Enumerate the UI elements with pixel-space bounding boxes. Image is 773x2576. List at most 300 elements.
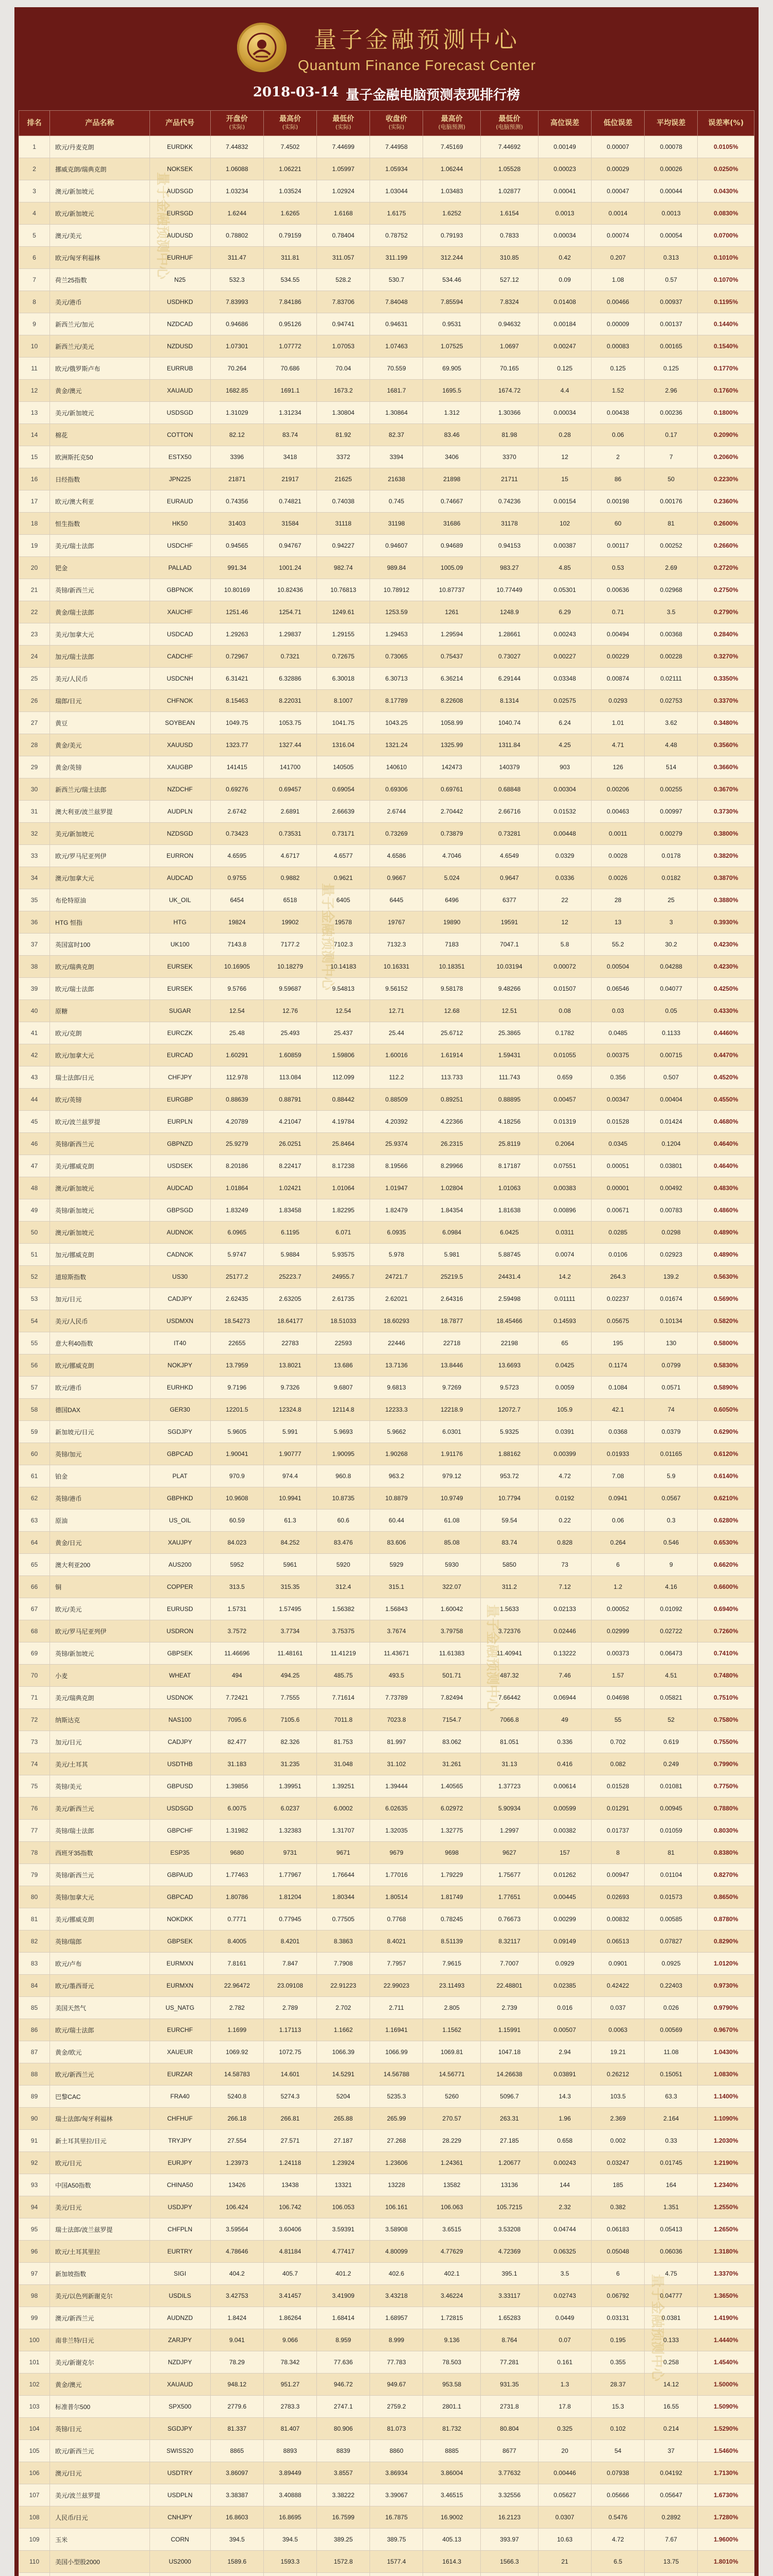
- low-error-cell: 0.0285: [592, 1222, 645, 1244]
- close-price-cell: 0.73065: [370, 646, 423, 668]
- high-price-cell: 1.02421: [263, 1177, 316, 1199]
- error-rate-cell: 1.5290%: [698, 2418, 754, 2440]
- rank-cell: 26: [19, 690, 50, 712]
- product-code-cell: CADJPY: [149, 1731, 210, 1753]
- error-rate-cell: 0.0830%: [698, 202, 754, 225]
- rank-cell: 70: [19, 1665, 50, 1687]
- high-price-cell: 1.60859: [263, 1044, 316, 1066]
- average-error-cell: 0.0799: [645, 1354, 698, 1377]
- table-row: [19, 1487, 754, 1510]
- average-error-cell: 0.214: [645, 2418, 698, 2440]
- product-name-cell: 澳元/加拿大元: [50, 867, 149, 889]
- product-name-cell: 美元/新加坡元: [50, 823, 149, 845]
- product-name-cell: 英国富时100: [50, 934, 149, 956]
- average-error-cell: 0.04288: [645, 956, 698, 978]
- column-header-label: 误差率(%): [708, 119, 744, 127]
- high-price-cell: 1691.1: [263, 380, 316, 402]
- product-code-cell: EURMXN: [149, 1975, 210, 1997]
- table-row: [19, 2285, 754, 2307]
- high-error-cell: 20: [538, 2440, 591, 2462]
- close-price-cell: 315.1: [370, 1576, 423, 1598]
- predicted-low-cell: [481, 2573, 539, 2576]
- product-code-cell: USDSEK: [149, 1155, 210, 1177]
- high-error-cell: 0.00614: [538, 1775, 591, 1798]
- table-row: [19, 1975, 754, 1997]
- table-row: [19, 1532, 754, 1554]
- table-row: [19, 269, 754, 291]
- high-error-cell: 0.00072: [538, 956, 591, 978]
- predicted-low-cell: 27.185: [481, 2130, 539, 2152]
- predicted-high-cell: 3.6515: [423, 2218, 481, 2241]
- high-price-cell: 13438: [263, 2174, 316, 2196]
- high-error-cell: 0.00387: [538, 535, 591, 557]
- column-header-label: 产品名称: [85, 119, 114, 127]
- close-price-cell: 1.05934: [370, 158, 423, 180]
- predicted-low-cell: 3370: [481, 446, 539, 468]
- low-error-cell: 7.08: [592, 1465, 645, 1487]
- error-rate-cell: 0.2360%: [698, 490, 754, 513]
- low-error-cell: 0.00083: [592, 335, 645, 358]
- rank-cell: 66: [19, 1576, 50, 1598]
- close-price-cell: 0.7768: [370, 1908, 423, 1930]
- high-price-cell: 23.09108: [263, 1975, 316, 1997]
- predicted-low-cell: 81.98: [481, 424, 539, 446]
- product-code-cell: CADJPY: [149, 1288, 210, 1310]
- high-error-cell: 0.05301: [538, 579, 591, 601]
- low-error-cell: 0.0941: [592, 1487, 645, 1510]
- high-price-cell: 4.6717: [263, 845, 316, 867]
- low-error-cell: 0.00504: [592, 956, 645, 978]
- low-price-cell: 12.54: [317, 1000, 370, 1022]
- high-price-cell: 6518: [263, 889, 316, 911]
- high-error-cell: 17.8: [538, 2396, 591, 2418]
- low-error-cell: 0.06: [592, 424, 645, 446]
- low-price-cell: 4.6577: [317, 845, 370, 867]
- open-price-cell: 112.978: [210, 1066, 263, 1089]
- rank-cell: 44: [19, 1089, 50, 1111]
- close-price-cell: 19767: [370, 911, 423, 934]
- table-row: [19, 1421, 754, 1443]
- predicted-low-cell: 487.32: [481, 1665, 539, 1687]
- close-price-cell: 1.80514: [370, 1886, 423, 1908]
- product-name-cell: 小麦: [50, 1665, 149, 1687]
- error-rate-cell: 0.4550%: [698, 1089, 754, 1111]
- low-error-cell: 0.00347: [592, 1089, 645, 1111]
- predicted-high-cell: 10.9749: [423, 1487, 481, 1510]
- predicted-low-cell: 953.72: [481, 1465, 539, 1487]
- product-code-cell: HTG: [149, 911, 210, 934]
- high-error-cell: 1.96: [538, 2108, 591, 2130]
- predicted-high-cell: 3.46224: [423, 2285, 481, 2307]
- product-code-cell: USDPLN: [149, 2484, 210, 2506]
- table-row: [19, 801, 754, 823]
- predicted-high-cell: 2.70442: [423, 801, 481, 823]
- product-code-cell: US30: [149, 1266, 210, 1288]
- column-header-label: 低位误差: [603, 119, 633, 127]
- rank-cell: 96: [19, 2241, 50, 2263]
- error-rate-cell: 0.3870%: [698, 867, 754, 889]
- error-rate-cell: 1.4190%: [698, 2307, 754, 2329]
- error-rate-cell: 1.4540%: [698, 2351, 754, 2374]
- low-price-cell: 1.07053: [317, 335, 370, 358]
- product-name-cell: 欧元/罗马尼亚列伊: [50, 845, 149, 867]
- report-title: 量子金融电脑预测表现排行榜: [346, 88, 520, 103]
- predicted-high-cell: 26.2315: [423, 1133, 481, 1155]
- predicted-high-cell: 8885: [423, 2440, 481, 2462]
- close-price-cell: 18.60293: [370, 1310, 423, 1332]
- column-header-label: 收盘价: [385, 115, 408, 123]
- product-code-cell: ESP35: [149, 1842, 210, 1864]
- predicted-high-cell: 9.136: [423, 2329, 481, 2351]
- high-error-cell: 0.00034: [538, 225, 591, 247]
- average-error-cell: 130: [645, 1332, 698, 1354]
- high-error-cell: 0.325: [538, 2418, 591, 2440]
- low-price-cell: 7.7908: [317, 1953, 370, 1975]
- low-price-cell: 1.56382: [317, 1598, 370, 1620]
- product-name-cell: 美元/挪威克朗: [50, 1155, 149, 1177]
- table-row: [19, 1399, 754, 1421]
- high-error-cell: 903: [538, 756, 591, 778]
- high-error-cell: 0.05627: [538, 2484, 591, 2506]
- average-error-cell: 0.2892: [645, 2506, 698, 2529]
- low-price-cell: 3.38222: [317, 2484, 370, 2506]
- close-price-cell: 3.86934: [370, 2462, 423, 2484]
- close-price-cell: 1.6175: [370, 202, 423, 225]
- predicted-low-cell: 1.75677: [481, 1864, 539, 1886]
- high-price-cell: 1.39951: [263, 1775, 316, 1798]
- product-name-cell: 英镑/加元: [50, 1443, 149, 1465]
- low-price-cell: [317, 2573, 370, 2576]
- product-code-cell: AUDNOK: [149, 1222, 210, 1244]
- table-row: [19, 535, 754, 557]
- rank-cell: 62: [19, 1487, 50, 1510]
- high-price-cell: 1.90777: [263, 1443, 316, 1465]
- close-price-cell: 1.39444: [370, 1775, 423, 1798]
- low-error-cell: 6.5: [592, 2551, 645, 2573]
- close-price-cell: 1.60016: [370, 1044, 423, 1066]
- error-rate-cell: 0.5630%: [698, 1266, 754, 1288]
- product-code-cell: JPN225: [149, 468, 210, 490]
- high-price-cell: 0.69457: [263, 778, 316, 801]
- predicted-low-cell: 1.81638: [481, 1199, 539, 1222]
- predicted-high-cell: 1005.09: [423, 557, 481, 579]
- rank-cell: 14: [19, 424, 50, 446]
- error-rate-cell: 0.3800%: [698, 823, 754, 845]
- predicted-high-cell: 5.981: [423, 1244, 481, 1266]
- close-price-cell: 9.56152: [370, 978, 423, 1000]
- rank-cell: 29: [19, 756, 50, 778]
- rank-cell: 13: [19, 402, 50, 424]
- error-rate-cell: 0.5890%: [698, 1377, 754, 1399]
- table-row: [19, 2440, 754, 2462]
- predicted-high-cell: 4.22366: [423, 1111, 481, 1133]
- close-price-cell: 1.23606: [370, 2152, 423, 2174]
- close-price-cell: 493.5: [370, 1665, 423, 1687]
- average-error-cell: 0.249: [645, 1753, 698, 1775]
- rank-cell: 75: [19, 1775, 50, 1798]
- average-error-cell: 0.05: [645, 1000, 698, 1022]
- product-code-cell: COPPER: [149, 1576, 210, 1598]
- average-error-cell: 0.01092: [645, 1598, 698, 1620]
- error-rate-cell: 0.7990%: [698, 1753, 754, 1775]
- table-row: [19, 1177, 754, 1199]
- error-rate-cell: 0.9670%: [698, 2019, 754, 2041]
- quantum-logo-icon: [237, 23, 287, 72]
- column-header-label: 最高价: [279, 115, 301, 123]
- average-error-cell: 0.026: [645, 1997, 698, 2019]
- error-rate-cell: 0.3560%: [698, 734, 754, 756]
- error-rate-cell: 0.2790%: [698, 601, 754, 623]
- table-row: [19, 1022, 754, 1044]
- product-name-cell: 美元/新西兰元: [50, 1798, 149, 1820]
- low-price-cell: 5920: [317, 1554, 370, 1576]
- close-price-cell: 3.39067: [370, 2484, 423, 2506]
- open-price-cell: 12.54: [210, 1000, 263, 1022]
- predicted-high-cell: 78.503: [423, 2351, 481, 2374]
- open-price-cell: 60.59: [210, 1510, 263, 1532]
- high-error-cell: 0.06944: [538, 1687, 591, 1709]
- predicted-high-cell: 9698: [423, 1842, 481, 1864]
- predicted-low-cell: 24431.4: [481, 1266, 539, 1288]
- product-code-cell: IT40: [149, 1332, 210, 1354]
- rank-cell: 40: [19, 1000, 50, 1022]
- predicted-low-cell: 111.743: [481, 1066, 539, 1089]
- product-name-cell: 新西兰元/美元: [50, 335, 149, 358]
- product-name-cell: 欧元/瑞典克朗: [50, 956, 149, 978]
- table-row: [19, 2551, 754, 2573]
- table-row: [19, 402, 754, 424]
- close-price-cell: 311.199: [370, 247, 423, 269]
- open-price-cell: 1069.92: [210, 2041, 263, 2063]
- rank-cell: 46: [19, 1133, 50, 1155]
- low-price-cell: 10.76813: [317, 579, 370, 601]
- low-price-cell: 0.72675: [317, 646, 370, 668]
- product-name-cell: 加元/日元: [50, 1288, 149, 1310]
- product-name-cell: 英镑/瑞士法郎: [50, 1820, 149, 1842]
- high-price-cell: [263, 2573, 316, 2576]
- product-name-cell: 黄金/英镑: [50, 756, 149, 778]
- open-price-cell: 10.16905: [210, 956, 263, 978]
- report-subtitle: [14, 84, 759, 104]
- error-rate-cell: 1.0430%: [698, 2041, 754, 2063]
- close-price-cell: 2.711: [370, 1997, 423, 2019]
- predicted-low-cell: 80.804: [481, 2418, 539, 2440]
- average-error-cell: 0.00368: [645, 623, 698, 646]
- low-price-cell: 5.93575: [317, 1244, 370, 1266]
- high-error-cell: 0.13222: [538, 1642, 591, 1665]
- product-name-cell: 巴黎CAC: [50, 2086, 149, 2108]
- product-code-cell: AUDPLN: [149, 801, 210, 823]
- close-price-cell: 1.32035: [370, 1820, 423, 1842]
- low-error-cell: 1.08: [592, 269, 645, 291]
- rank-cell: 108: [19, 2506, 50, 2529]
- low-error-cell: 0.01528: [592, 1775, 645, 1798]
- rank-cell: 55: [19, 1332, 50, 1354]
- product-name-cell: 欧洲斯托克50: [50, 446, 149, 468]
- low-error-cell: 0.125: [592, 358, 645, 380]
- rank-cell: 59: [19, 1421, 50, 1443]
- high-price-cell: 1254.71: [263, 601, 316, 623]
- table-row: [19, 2241, 754, 2263]
- high-error-cell: 102: [538, 513, 591, 535]
- high-price-cell: 70.686: [263, 358, 316, 380]
- low-price-cell: 389.25: [317, 2529, 370, 2551]
- error-rate-cell: 0.1440%: [698, 313, 754, 335]
- predicted-low-cell: 7.7007: [481, 1953, 539, 1975]
- high-error-cell: 0.28: [538, 424, 591, 446]
- product-name-cell: 英镑/美元: [50, 1775, 149, 1798]
- predicted-high-cell: 1.91176: [423, 1443, 481, 1465]
- table-row: [19, 2019, 754, 2041]
- table-row: [19, 2307, 754, 2329]
- table-row: [19, 889, 754, 911]
- product-code-cell: USDCAD: [149, 623, 210, 646]
- table-row: [19, 468, 754, 490]
- low-price-cell: 960.8: [317, 1465, 370, 1487]
- column-header-sublabel: (电脑预测): [438, 124, 466, 130]
- average-error-cell: 0.01573: [645, 1886, 698, 1908]
- average-error-cell: 0.01059: [645, 1820, 698, 1842]
- high-price-cell: 0.74821: [263, 490, 316, 513]
- high-error-cell: 0.01408: [538, 291, 591, 313]
- predicted-high-cell: 2801.1: [423, 2396, 481, 2418]
- high-price-cell: 4.81184: [263, 2241, 316, 2263]
- predicted-low-cell: 3.53208: [481, 2218, 539, 2241]
- table-body: [19, 136, 754, 2576]
- high-error-cell: 0.125: [538, 358, 591, 380]
- high-error-cell: 0.0074: [538, 1244, 591, 1266]
- predicted-low-cell: 10.03194: [481, 956, 539, 978]
- predicted-high-cell: 1.06244: [423, 158, 481, 180]
- low-price-cell: 8839: [317, 2440, 370, 2462]
- open-price-cell: 1049.75: [210, 712, 263, 734]
- average-error-cell: 0.01104: [645, 1864, 698, 1886]
- product-name-cell: HTG 恒指: [50, 911, 149, 934]
- product-code-cell: EURCHF: [149, 2019, 210, 2041]
- low-error-cell: 0.01291: [592, 1798, 645, 1820]
- close-price-cell: 0.745: [370, 490, 423, 513]
- high-price-cell: 26.0251: [263, 1133, 316, 1155]
- low-error-cell: 0.00373: [592, 1642, 645, 1665]
- average-error-cell: 0.02722: [645, 1620, 698, 1642]
- average-error-cell: 0.00492: [645, 1177, 698, 1199]
- high-error-cell: 157: [538, 1842, 591, 1864]
- rank-cell: 30: [19, 778, 50, 801]
- open-price-cell: 1.80786: [210, 1886, 263, 1908]
- predicted-low-cell: 3.33117: [481, 2285, 539, 2307]
- low-price-cell: 19578: [317, 911, 370, 934]
- table-row: [19, 1930, 754, 1953]
- low-error-cell: 2: [592, 446, 645, 468]
- predicted-high-cell: 13582: [423, 2174, 481, 2196]
- product-name-cell: 澳元/新加坡元: [50, 1222, 149, 1244]
- predicted-low-cell: 2.739: [481, 1997, 539, 2019]
- table-row: [19, 1598, 754, 1620]
- rank-cell: 33: [19, 845, 50, 867]
- low-error-cell: 0.1174: [592, 1354, 645, 1377]
- low-price-cell: 9671: [317, 1842, 370, 1864]
- product-code-cell: CNHJPY: [149, 2506, 210, 2529]
- high-price-cell: 1327.44: [263, 734, 316, 756]
- rank-cell: 36: [19, 911, 50, 934]
- product-code-cell: CHFHUF: [149, 2108, 210, 2130]
- low-price-cell: 6.30018: [317, 668, 370, 690]
- high-error-cell: 0.02446: [538, 1620, 591, 1642]
- average-error-cell: 81: [645, 1842, 698, 1864]
- table-row: [19, 690, 754, 712]
- close-price-cell: 25.44: [370, 1022, 423, 1044]
- average-error-cell: 0.15051: [645, 2063, 698, 2086]
- error-rate-cell: 0.4680%: [698, 1111, 754, 1133]
- open-price-cell: 311.47: [210, 247, 263, 269]
- rank-cell: 7: [19, 269, 50, 291]
- predicted-high-cell: 6496: [423, 889, 481, 911]
- predicted-low-cell: 527.12: [481, 269, 539, 291]
- low-error-cell: 0.00947: [592, 1864, 645, 1886]
- predicted-low-cell: 1.05528: [481, 158, 539, 180]
- error-rate-cell: 0.3730%: [698, 801, 754, 823]
- predicted-high-cell: 2.64316: [423, 1288, 481, 1310]
- rank-cell: 92: [19, 2152, 50, 2174]
- predicted-low-cell: 1040.74: [481, 712, 539, 734]
- average-error-cell: 0.17: [645, 424, 698, 446]
- rank-cell: 98: [19, 2285, 50, 2307]
- table-row: [19, 2418, 754, 2440]
- predicted-low-cell: 9.5723: [481, 1377, 539, 1399]
- low-error-cell: 2.369: [592, 2108, 645, 2130]
- error-rate-cell: 0.3820%: [698, 845, 754, 867]
- high-price-cell: 21917: [263, 468, 316, 490]
- product-name-cell: 瑞士法郎/匈牙利福林: [50, 2108, 149, 2130]
- low-error-cell: 0.355: [592, 2351, 645, 2374]
- open-price-cell: 9.5766: [210, 978, 263, 1000]
- average-error-cell: 0.0182: [645, 867, 698, 889]
- average-error-cell: 4.16: [645, 1576, 698, 1598]
- error-rate-cell: 0.1540%: [698, 335, 754, 358]
- average-error-cell: 16.55: [645, 2396, 698, 2418]
- predicted-low-cell: 25.8119: [481, 1133, 539, 1155]
- error-rate-cell: 0.2840%: [698, 623, 754, 646]
- error-rate-cell: 0.3660%: [698, 756, 754, 778]
- high-price-cell: 113.084: [263, 1066, 316, 1089]
- average-error-cell: 0.0178: [645, 845, 698, 867]
- high-error-cell: 0.0425: [538, 1354, 591, 1377]
- error-rate-cell: 0.1760%: [698, 380, 754, 402]
- low-error-cell: 0.53: [592, 557, 645, 579]
- open-price-cell: 2.782: [210, 1997, 263, 2019]
- table-row: [19, 623, 754, 646]
- error-rate-cell: 0.8650%: [698, 1886, 754, 1908]
- high-price-cell: 61.3: [263, 1510, 316, 1532]
- average-error-cell: 0.00945: [645, 1798, 698, 1820]
- predicted-high-cell: 7.82494: [423, 1687, 481, 1709]
- product-name-cell: 澳大利亚/波兰兹罗提: [50, 801, 149, 823]
- predicted-low-cell: 6.0425: [481, 1222, 539, 1244]
- average-error-cell: 0.01424: [645, 1111, 698, 1133]
- close-price-cell: 1321.24: [370, 734, 423, 756]
- product-code-cell: FRA40: [149, 2086, 210, 2108]
- column-header-label: 产品代号: [165, 119, 195, 127]
- low-price-cell: 70.04: [317, 358, 370, 380]
- predicted-low-cell: 140379: [481, 756, 539, 778]
- error-rate-cell: 0.0105%: [698, 136, 754, 158]
- average-error-cell: 0.06473: [645, 1642, 698, 1665]
- high-error-cell: 0.0059: [538, 1377, 591, 1399]
- product-name-cell: 瑞士法郎/日元: [50, 1066, 149, 1089]
- report-header: [14, 7, 759, 110]
- open-price-cell: 1.06088: [210, 158, 263, 180]
- predicted-high-cell: 534.46: [423, 269, 481, 291]
